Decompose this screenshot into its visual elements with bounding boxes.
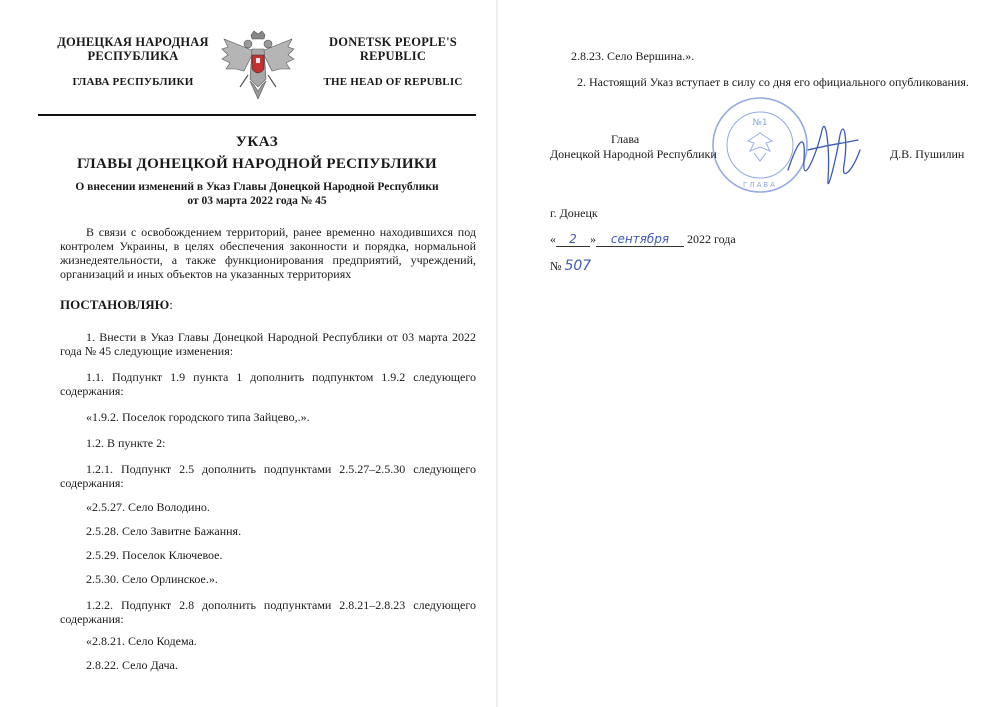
date-quote-open: « <box>550 232 556 246</box>
place-of-signing: г. Донецк <box>550 206 598 220</box>
stamp-number: №1 <box>752 118 768 128</box>
header-left <box>48 35 218 89</box>
header-right-line1: DONETSK PEOPLE'S <box>329 35 457 49</box>
header-right-line2: REPUBLIC <box>359 49 427 63</box>
decree-subject-line2: от 03 марта 2022 года № 45 <box>187 195 327 207</box>
page-divider <box>496 0 498 707</box>
item-2-5-28: 2.5.28. Село Завитне Бажання. <box>86 524 242 538</box>
item-2-8-22: 2.8.22. Село Дача. <box>86 658 178 672</box>
handwritten-signature <box>778 110 868 200</box>
date-quote-close: » <box>590 232 596 246</box>
ordered-colon: : <box>169 297 173 312</box>
date-year: 2022 года <box>687 232 736 246</box>
header-right-sub: THE HEAD OF REPUBLIC <box>323 76 463 88</box>
decree-issuer: ГЛАВЫ ДОНЕЦКОЙ НАРОДНОЙ РЕСПУБЛИКИ <box>76 156 438 172</box>
ordered-word: ПОСТАНОВЛЯЮ <box>60 297 170 312</box>
date-month: сентября <box>596 232 684 247</box>
decree-subject-line1: О внесении изменений в Указ Главы Донецкой Народной Республики <box>75 181 439 193</box>
decree-number-line <box>550 259 591 273</box>
header-left-line1: ДОНЕЦКАЯ НАРОДНАЯ <box>57 35 209 49</box>
decree-number-label: № <box>550 259 562 273</box>
signatory-name: Д.В. Пушилин <box>890 147 965 161</box>
stamp-bottom-text: ГЛАВА <box>743 181 777 189</box>
item-1-1: 1.1. Подпункт 1.9 пункта 1 дополнить подпунктом 1.9.2 следующего содержания: <box>60 370 476 398</box>
header-divider <box>38 114 476 116</box>
item-1: 1. Внести в Указ Главы Донецкой Народной Республики от 03 марта 2022 года № 45 следующие изменения: <box>60 330 476 358</box>
coat-of-arms-icon <box>218 29 298 103</box>
decree-number-value: 507 <box>564 258 592 274</box>
date-line <box>550 232 736 247</box>
item-1-2-1: 1.2.1. Подпункт 2.5 дополнить подпунктами 2.5.27–2.5.30 следующего содержания: <box>60 462 476 490</box>
header-right <box>318 35 468 89</box>
item-2-5-27: «2.5.27. Село Володино. <box>86 500 210 514</box>
decree-subject <box>38 180 476 208</box>
ordered-heading <box>60 297 173 313</box>
signatory-title-line2: Донецкой Народной Республики <box>550 147 717 161</box>
date-day: 2 <box>556 232 590 247</box>
intro-paragraph: В связи с освобождением территорий, ранее временно находившихся под контролем Украины, в целях обеспечения законности и порядка, нормальной жизнедеятельности, а также функционирования предприятий, учреждений, организаций и иных объектов на указанных территориях <box>60 225 476 281</box>
item-2-effective: 2. Настоящий Указ вступает в силу со дня его официального опубликования. <box>577 75 969 89</box>
item-2-5-30: 2.5.30. Село Орлинское.». <box>86 572 218 586</box>
item-1-2: 1.2. В пункте 2: <box>86 436 166 450</box>
item-2-8-23: 2.8.23. Село Вершина.». <box>571 49 695 63</box>
item-1-1-quote: «1.9.2. Поселок городского типа Зайцево,.». <box>86 410 310 424</box>
header-left-line2: РЕСПУБЛИКА <box>87 49 179 63</box>
signatory-title-line1: Глава <box>611 132 640 146</box>
header-left-sub: ГЛАВА РЕСПУБЛИКИ <box>72 76 194 88</box>
item-2-8-21: «2.8.21. Село Кодема. <box>86 634 197 648</box>
decree-title: УКАЗ <box>235 134 279 150</box>
item-2-5-29: 2.5.29. Поселок Ключевое. <box>86 548 223 562</box>
item-1-2-2: 1.2.2. Подпункт 2.8 дополнить подпунктами 2.8.21–2.8.23 следующего содержания: <box>60 598 476 626</box>
